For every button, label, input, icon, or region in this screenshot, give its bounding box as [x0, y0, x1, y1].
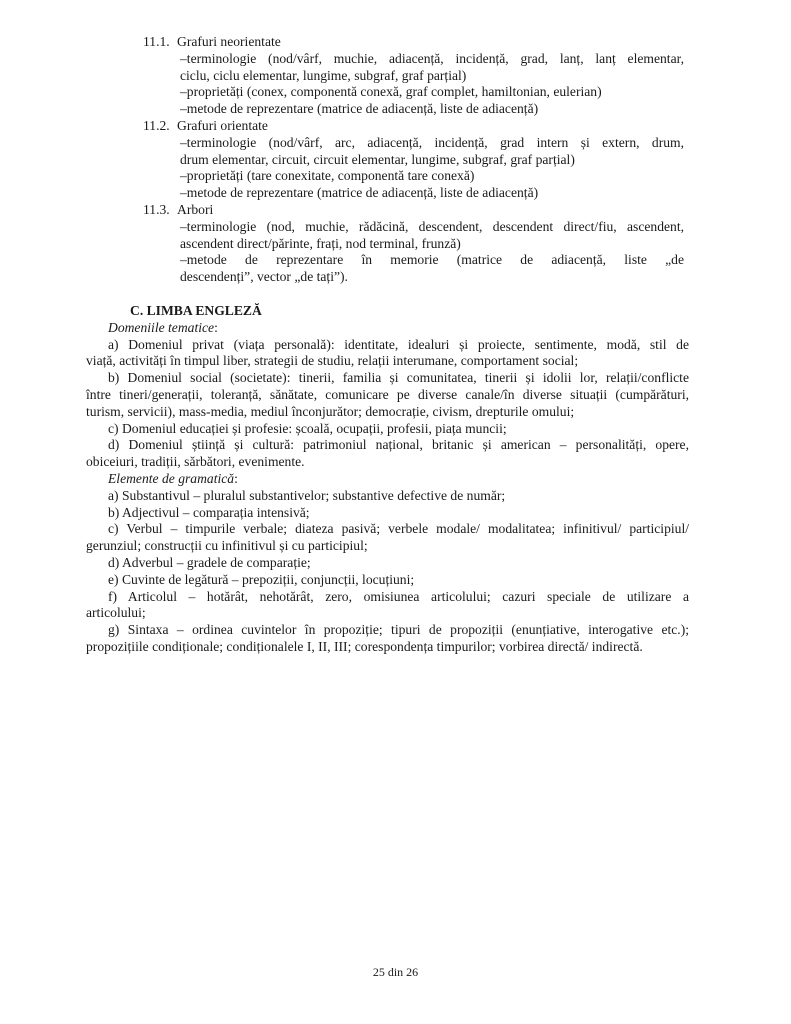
- list-item: propozițiile condiționale; condiționalele I, II, III; corespondența timpurilor; vorbirea directă/ indirectă.: [86, 638, 643, 654]
- list-item: d) Domeniul știință și cultură: patrimoniul național, britanic și american – personalități, opere,: [108, 437, 689, 453]
- list-item: a) Domeniul privat (viața personală): identitate, idealuri și proiecte, sentimente, modă, stil de: [108, 336, 689, 352]
- list-item: ciclu, ciclu elementar, lungime, subgraf, graf parțial): [180, 67, 467, 83]
- list-item: –terminologie (nod, muchie, rădăcină, descendent, descendent direct/fiu, ascendent,: [180, 218, 684, 234]
- list-item: drum elementar, circuit, circuit elementar, lungime, subgraf, graf parțial): [180, 151, 575, 167]
- grammar-label: Elemente de gramatică:: [108, 470, 238, 486]
- list-item: –terminologie (nod/vârf, arc, adiacență, incidență, grad intern și extern, drum,: [180, 134, 684, 150]
- list-item: între tineri/generații, toleranță, sănătate, comunicare pe diverse canale/în diverse situații (cumpărături,: [86, 386, 689, 402]
- section-heading: C. LIMBA ENGLEZĂ: [130, 303, 262, 318]
- list-item: –metode de reprezentare (matrice de adiacență, liste de adiacență): [180, 185, 539, 201]
- subsection-11-1-title: 11.1. Grafuri neorientate: [143, 34, 281, 49]
- subsection-11-3-title: 11.3. Arbori: [143, 201, 214, 217]
- list-item: –proprietăți (tare conexitate, componentă tare conexă): [180, 168, 475, 184]
- section-c: [86, 303, 689, 656]
- subsection-11-2-body: [143, 135, 684, 202]
- list-item: f) Articolul – hotărât, nehotărât, zero, omisiunea articolului; cazuri speciale de utilizare a: [108, 588, 689, 604]
- list-item: articolului;: [86, 605, 146, 621]
- list-item: –metode de reprezentare (matrice de adiacență, liste de adiacență): [180, 101, 539, 117]
- list-item: descendenți”, vector „de tați”).: [180, 269, 348, 285]
- list-item: g) Sintaxa – ordinea cuvintelor în propoziție; tipuri de propoziții (enunțiative, interogative etc.);: [108, 622, 689, 638]
- list-item: ascendent direct/părinte, frați, nod terminal, frunză): [180, 235, 461, 251]
- list-item: –proprietăți (conex, componentă conexă, graf complet, hamiltonian, eulerian): [180, 84, 602, 100]
- domains-label: Domeniile tematice:: [108, 319, 218, 335]
- list-item: b) Domeniul social (societate): tinerii, familia și comunitatea, tinerii și idolii lor, relații/conflicte: [108, 370, 689, 386]
- list-item: d) Adverbul – gradele de comparație;: [108, 554, 311, 570]
- list-item: c) Verbul – timpurile verbale; diateza pasivă; verbele modale/ modalitatea; infinitivul/ participiul/: [108, 521, 689, 537]
- list-item: viață, activități în timpul liber, strategii de studiu, relații interumane, comportament social;: [86, 353, 579, 369]
- list-item: –terminologie (nod/vârf, muchie, adiacență, incidență, grad, lanț, lanț elementar,: [180, 50, 684, 66]
- subsection-11-3-body: [143, 219, 684, 286]
- subsection-11-2-title: 11.2. Grafuri orientate: [143, 117, 268, 133]
- list-item: c) Domeniul educației și profesie: școală, ocupații, profesii, piața muncii;: [108, 420, 507, 436]
- list-item: a) Substantivul – pluralul substantivelor; substantive defective de număr;: [108, 487, 506, 503]
- list-item: –metode de reprezentare în memorie (matrice de adiacență, liste „de: [180, 252, 684, 268]
- subsection-11-1-body: [143, 51, 684, 118]
- list-item: gerunziul; construcții cu infinitivul și cu participiul;: [86, 538, 368, 554]
- list-item: b) Adjectivul – comparația intensivă;: [108, 504, 310, 520]
- list-item: obiceiuri, tradiții, sărbători, evenimente.: [86, 454, 305, 470]
- list-item: turism, servicii), mass-media, mediul înconjurător; democrație, civism, drepturile omului;: [86, 403, 575, 419]
- grammar-list: [86, 488, 689, 656]
- domains-list: [86, 337, 689, 471]
- section-11: [143, 34, 684, 286]
- list-item: e) Cuvinte de legătură – prepoziții, conjuncții, locuțiuni;: [108, 571, 415, 587]
- page-number: 25 din 26: [372, 965, 419, 979]
